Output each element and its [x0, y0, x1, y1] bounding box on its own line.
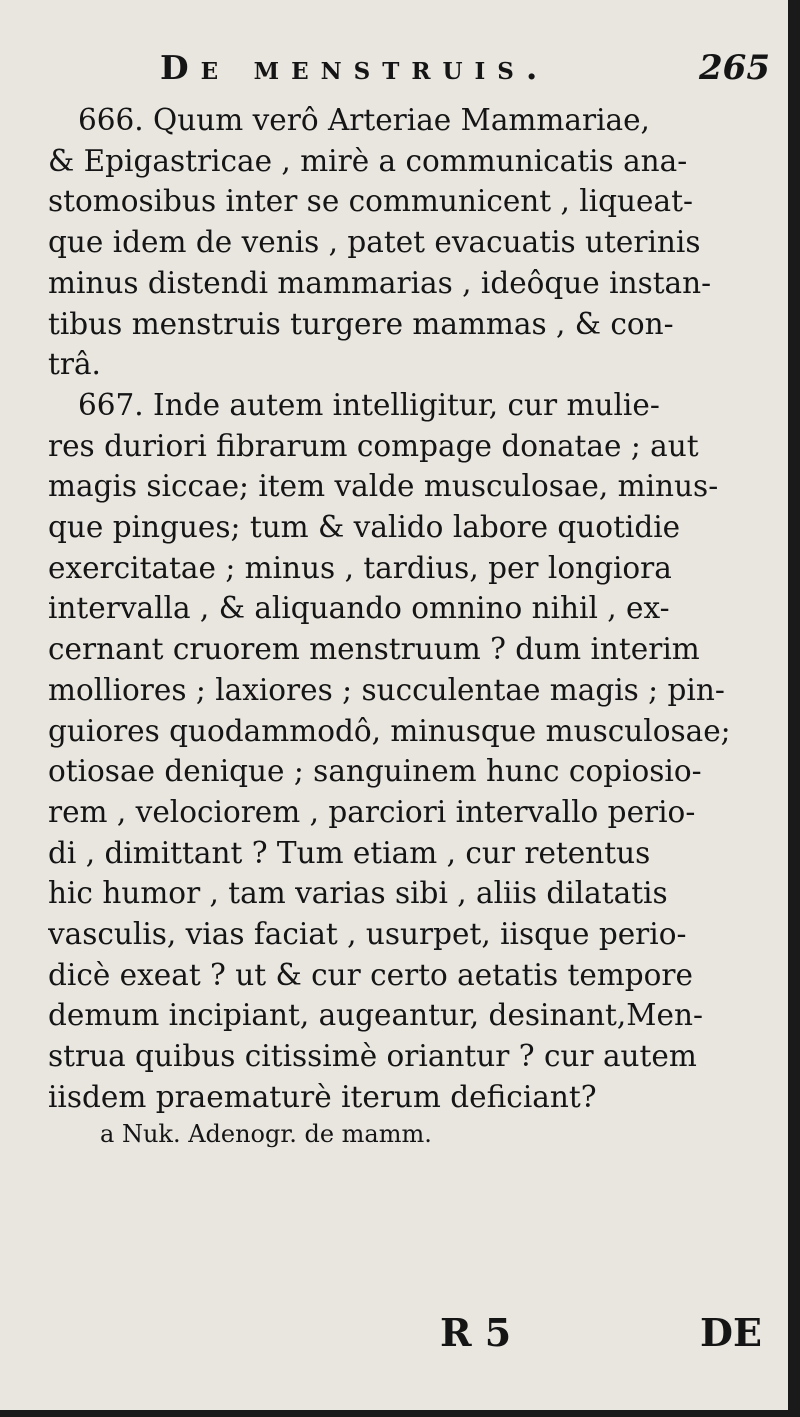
- text-line: res duriori fibrarum compage donatae ; aut: [48, 428, 699, 463]
- text-line: 666. Quum verô Arteriae Mammariae,: [78, 103, 650, 137]
- running-title: De menstruis.: [160, 48, 550, 87]
- text-line: trâ.: [48, 347, 101, 382]
- text-line: molliores ; laxiores ; succulentae magis ; pin-: [48, 672, 725, 707]
- text-line: guiores quodammodô, minusque musculosae;: [48, 713, 731, 748]
- text-line: que idem de venis , patet evacuatis uterinis: [48, 225, 701, 260]
- text-line: di , dimittant ? Tum etiam , cur retentus: [48, 835, 651, 870]
- text-line: exercitatae ; minus , tardius, per longiora: [48, 550, 672, 585]
- text-line: tibus menstruis turgere mammas , & con-: [48, 306, 674, 341]
- text-line: magis siccae; item valde musculosae, minus-: [48, 469, 719, 504]
- text-line: 667. Inde autem intelligitur, cur mulie-: [78, 387, 660, 422]
- text-line: demum incipiant, augeantur, desinant,Men-: [48, 998, 703, 1033]
- text-line: minus distendi mammarias , ideôque instan-: [48, 265, 712, 300]
- body-text: [48, 100, 760, 1118]
- text-line: rem , velociorem , parciori intervallo perio-: [48, 794, 696, 829]
- text-line: otiosae denique ; sanguinem hunc copiosio-: [48, 754, 702, 789]
- text-line: vasculis, vias faciat , usurpet, iisque perio-: [48, 917, 687, 952]
- text-line: iisdem praematurè iterum deficiant?: [48, 1079, 597, 1114]
- page-number: 265: [699, 48, 770, 88]
- text-line: que pingues; tum & valido labore quotidie: [48, 510, 681, 545]
- catchword: DE: [700, 1310, 762, 1355]
- text-line: hic humor , tam varias sibi , aliis dilatatis: [48, 876, 668, 911]
- text-line: strua quibus citissimè oriantur ? cur autem: [48, 1039, 697, 1074]
- text-line: & Epigastricae , mirè a communicatis ana-: [48, 143, 688, 178]
- text-line: intervalla , & aliquando omnino nihil , ex-: [48, 591, 670, 626]
- footnote: a Nuk. Adenogr. de mamm.: [100, 1120, 432, 1148]
- text-line: dicè exeat ? ut & cur certo aetatis tempore: [48, 957, 693, 992]
- text-line: cernant cruorem menstruum ? dum interim: [48, 632, 700, 667]
- signature-mark: R 5: [440, 1310, 512, 1355]
- text-line: stomosibus inter se communicent , liqueat-: [48, 184, 693, 219]
- page-header: [160, 48, 770, 98]
